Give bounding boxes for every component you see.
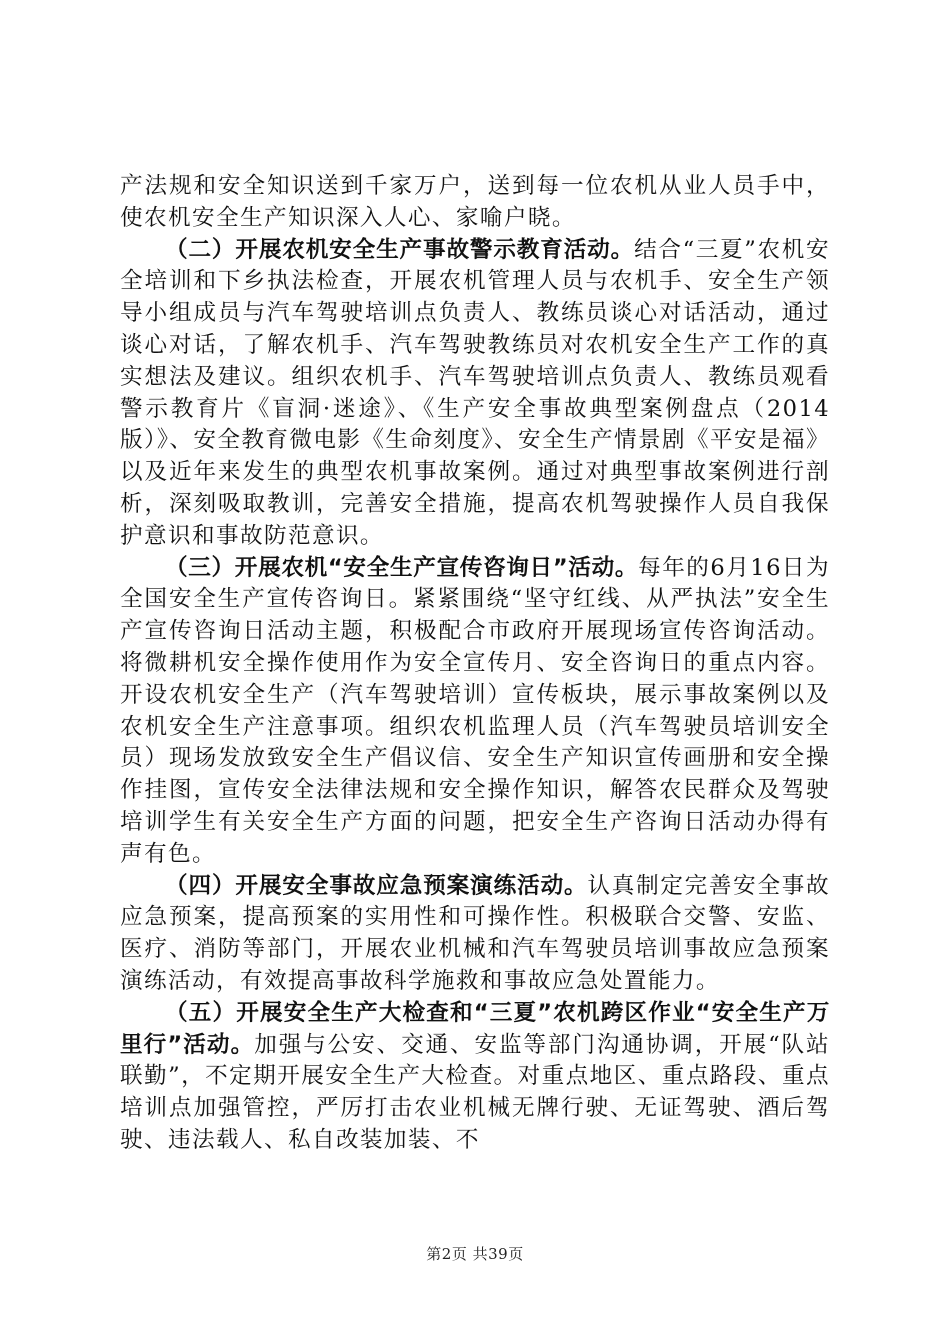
paragraph-body: 认真制定完善安全事故应急预案，提高预案的实用性和可操作性。积极联合交警、安监、医疗、消防等部门，开展农业机械和汽车驾驶员培训事故应急预案演练活动，有效提高事故科学施救和事故应急处置能力。 [120, 872, 830, 994]
page-number-footer: 第2页 共39页 [426, 1245, 524, 1263]
paragraph-warning-education [120, 235, 830, 553]
section-heading: （三）开展农机“安全生产宣传咨询日”活动。 [165, 554, 639, 581]
paragraph-safety-inspection [120, 998, 830, 1157]
paragraph-body: 产法规和安全知识送到千家万户，送到每一位农机从业人员手中，使农机安全生产知识深入人心、家喻户晓。 [120, 173, 830, 231]
paragraph-body: 加强与公安、交通、安监等部门沟通协调，开展“队站联勤”，不定期开展安全生产大检查。对重点地区、重点路段、重点培训点加强管控，严厉打击农业机械无牌行驶、无证驾驶、酒后驾驶、违法载人、私自改装加装、不 [120, 1031, 831, 1153]
paragraph-continuation [120, 171, 830, 235]
paragraph-body: 每年的6月16日为全国安全生产宣传咨询日。紧紧围绕“坚守红线、从严执法”安全生产宣传咨询日活动主题，积极配合市政府开展现场宣传咨询活动。将微耕机安全操作使用作为安全宣传月、安全咨询日的重点内容。开设农机安全生产（汽车驾驶培训）宣传板块，展示事故案例以及农机安全生产注意事项。组织农机监理人员（汽车驾驶员培训安全员）现场发放致安全生产倡议信、安全生产知识宣传画册和安全操作挂图，宣传安全法律法规和安全操作知识，解答农民群众及驾驶培训学生有关安全生产方面的问题，把安全生产咨询日活动办得有声有色。 [120, 554, 830, 867]
paragraph-consultation-day [120, 553, 830, 871]
paragraph-emergency-drill [120, 871, 830, 998]
section-heading: （五）开展安全生产大检查和“三夏”农机跨区作业“安全生产万里行”活动。 [120, 999, 830, 1058]
section-heading: （二）开展农机安全生产事故警示教育活动。 [165, 236, 635, 263]
document-body [120, 171, 830, 1157]
section-heading: （四）开展安全事故应急预案演练活动。 [165, 872, 588, 899]
paragraph-body: 结合“三夏”农机安全培训和下乡执法检查，开展农机管理人员与农机手、安全生产领导小组成员与汽车驾驶培训点负责人、教练员谈心对话活动，通过谈心对话，了解农机手、汽车驾驶教练员对农机安全生产工作的真实想法及建议。组织农机手、汽车驾驶培训点负责人、教练员观看警示教育片《盲洞·迷途》、《生产安全事故典型案例盘点（2014版）》、安全教育微电影《生命刻度》、安全生产情景剧《平安是福》以及近年来发生的典型农机事故案例。通过对典型事故案例进行剖析，深刻吸取教训，完善安全措施，提高农机驾驶操作人员自我保护意识和事故防范意识。 [120, 236, 831, 549]
